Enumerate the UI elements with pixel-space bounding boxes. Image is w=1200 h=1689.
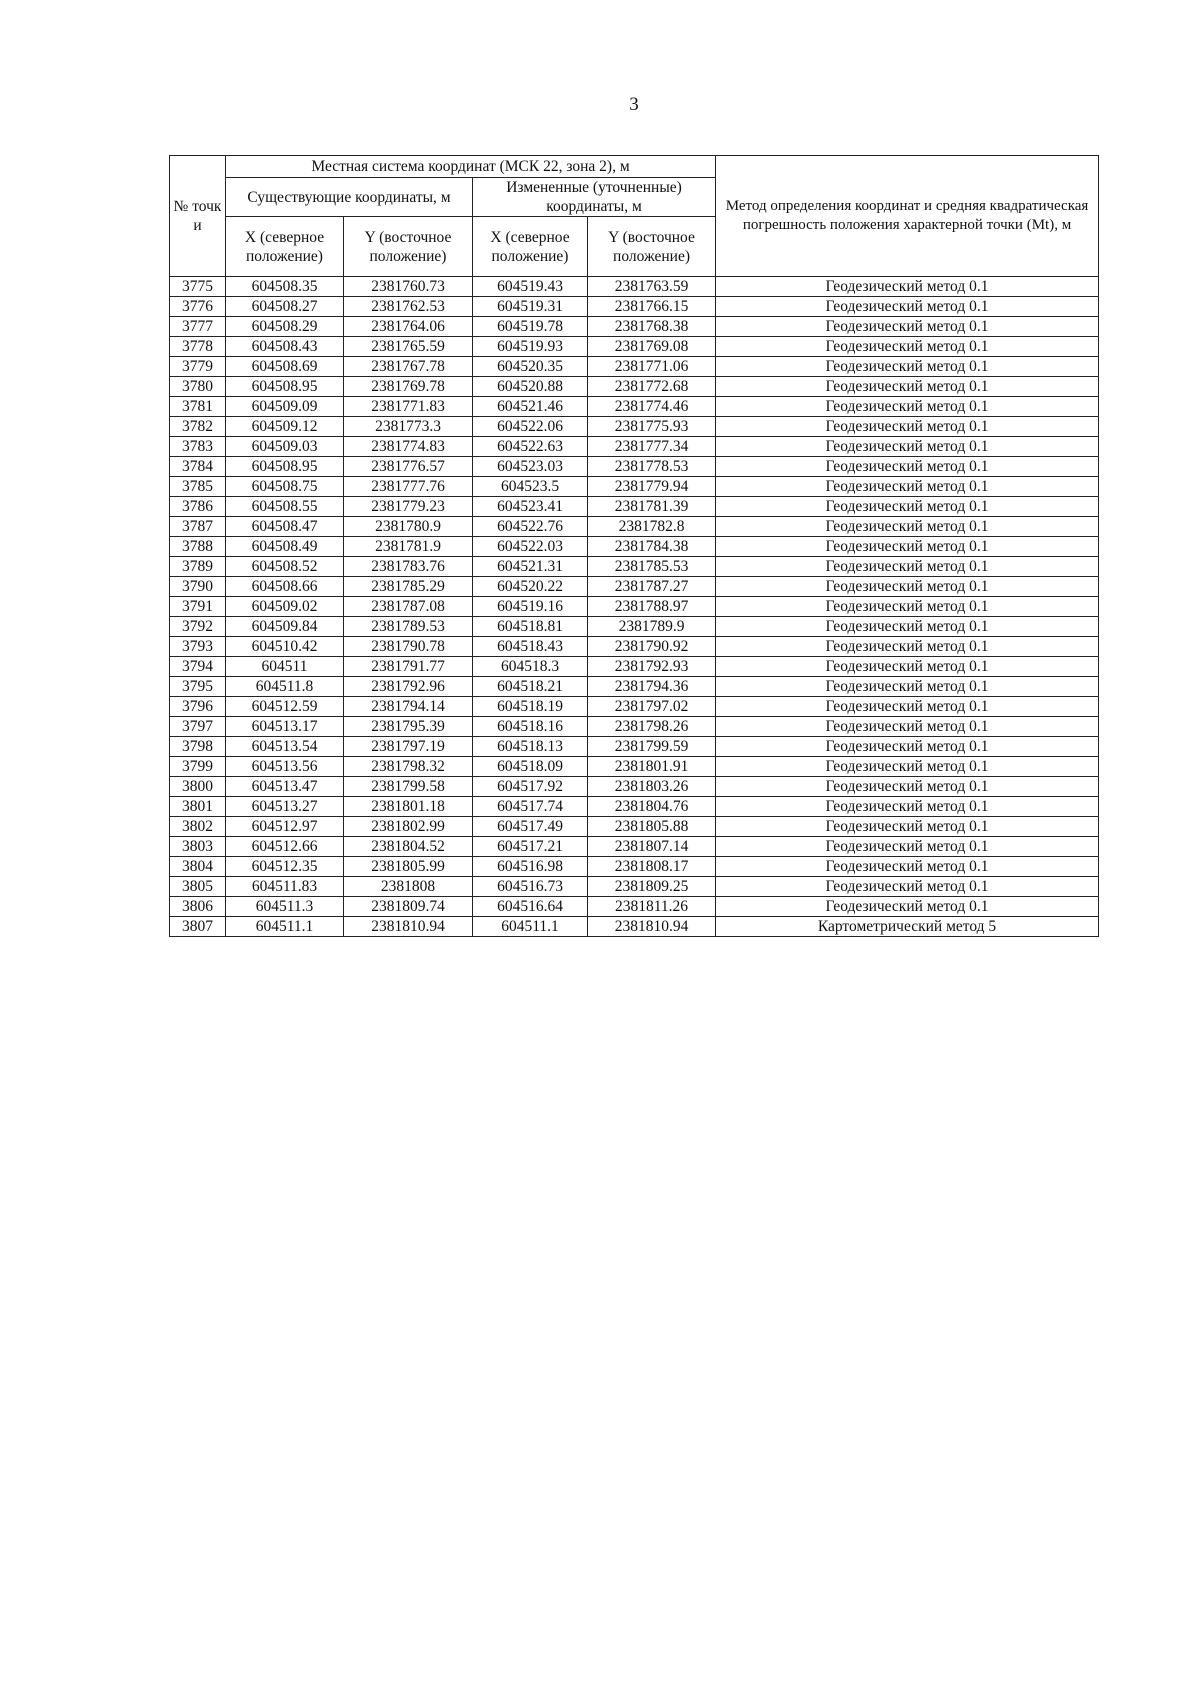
table-row <box>170 337 1099 357</box>
cell-changed-y: 2381801.91 <box>588 757 716 777</box>
cell-existing-y: 2381762.53 <box>344 297 473 317</box>
cell-point-number: 3779 <box>170 357 226 377</box>
cell-method: Геодезический метод 0.1 <box>716 857 1099 877</box>
cell-existing-y: 2381802.99 <box>344 817 473 837</box>
cell-changed-y: 2381790.92 <box>588 637 716 657</box>
cell-existing-x: 604508.55 <box>226 497 344 517</box>
cell-changed-x: 604517.49 <box>473 817 588 837</box>
cell-changed-y: 2381781.39 <box>588 497 716 517</box>
cell-method: Геодезический метод 0.1 <box>716 417 1099 437</box>
cell-existing-x: 604508.95 <box>226 377 344 397</box>
table-row <box>170 757 1099 777</box>
table-row <box>170 777 1099 797</box>
table-row <box>170 497 1099 517</box>
table-row <box>170 797 1099 817</box>
cell-changed-x: 604518.19 <box>473 697 588 717</box>
table-row <box>170 617 1099 637</box>
cell-existing-y: 2381771.83 <box>344 397 473 417</box>
cell-existing-y: 2381780.9 <box>344 517 473 537</box>
cell-existing-y: 2381790.78 <box>344 637 473 657</box>
cell-existing-x: 604512.66 <box>226 837 344 857</box>
cell-changed-x: 604511.1 <box>473 917 588 937</box>
cell-existing-x: 604513.54 <box>226 737 344 757</box>
cell-existing-y: 2381789.53 <box>344 617 473 637</box>
cell-existing-x: 604511 <box>226 657 344 677</box>
cell-changed-y: 2381789.9 <box>588 617 716 637</box>
cell-changed-y: 2381763.59 <box>588 277 716 297</box>
cell-changed-x: 604520.35 <box>473 357 588 377</box>
cell-point-number: 3802 <box>170 817 226 837</box>
cell-existing-x: 604508.27 <box>226 297 344 317</box>
cell-changed-x: 604518.21 <box>473 677 588 697</box>
cell-point-number: 3788 <box>170 537 226 557</box>
table-row <box>170 397 1099 417</box>
cell-existing-x: 604512.35 <box>226 857 344 877</box>
cell-existing-y: 2381787.08 <box>344 597 473 617</box>
cell-point-number: 3783 <box>170 437 226 457</box>
coordinates-table <box>169 155 1099 937</box>
cell-changed-x: 604523.41 <box>473 497 588 517</box>
cell-point-number: 3784 <box>170 457 226 477</box>
cell-point-number: 3803 <box>170 837 226 857</box>
cell-changed-y: 2381777.34 <box>588 437 716 457</box>
cell-changed-y: 2381778.53 <box>588 457 716 477</box>
cell-changed-y: 2381766.15 <box>588 297 716 317</box>
cell-point-number: 3794 <box>170 657 226 677</box>
cell-changed-y: 2381775.93 <box>588 417 716 437</box>
cell-existing-y: 2381767.78 <box>344 357 473 377</box>
cell-point-number: 3776 <box>170 297 226 317</box>
cell-changed-y: 2381804.76 <box>588 797 716 817</box>
cell-method: Геодезический метод 0.1 <box>716 337 1099 357</box>
cell-changed-y: 2381787.27 <box>588 577 716 597</box>
cell-changed-x: 604517.21 <box>473 837 588 857</box>
cell-point-number: 3778 <box>170 337 226 357</box>
cell-changed-x: 604518.3 <box>473 657 588 677</box>
cell-existing-x: 604509.09 <box>226 397 344 417</box>
cell-changed-y: 2381771.06 <box>588 357 716 377</box>
table-row <box>170 537 1099 557</box>
cell-method: Геодезический метод 0.1 <box>716 517 1099 537</box>
cell-existing-x: 604511.83 <box>226 877 344 897</box>
cell-method: Геодезический метод 0.1 <box>716 377 1099 397</box>
table-row <box>170 737 1099 757</box>
cell-changed-x: 604516.98 <box>473 857 588 877</box>
cell-changed-y: 2381798.26 <box>588 717 716 737</box>
cell-point-number: 3804 <box>170 857 226 877</box>
cell-changed-y: 2381797.02 <box>588 697 716 717</box>
cell-changed-y: 2381774.46 <box>588 397 716 417</box>
cell-method: Геодезический метод 0.1 <box>716 357 1099 377</box>
cell-changed-x: 604518.13 <box>473 737 588 757</box>
cell-changed-x: 604516.73 <box>473 877 588 897</box>
cell-method: Геодезический метод 0.1 <box>716 677 1099 697</box>
table-row <box>170 817 1099 837</box>
cell-changed-y: 2381772.68 <box>588 377 716 397</box>
cell-changed-y: 2381805.88 <box>588 817 716 837</box>
cell-existing-y: 2381774.83 <box>344 437 473 457</box>
cell-changed-x: 604518.16 <box>473 717 588 737</box>
cell-changed-x: 604521.46 <box>473 397 588 417</box>
header-point-number: № точки <box>170 156 226 277</box>
cell-changed-x: 604520.22 <box>473 577 588 597</box>
cell-method: Геодезический метод 0.1 <box>716 797 1099 817</box>
cell-existing-y: 2381797.19 <box>344 737 473 757</box>
cell-existing-y: 2381760.73 <box>344 277 473 297</box>
table-row <box>170 677 1099 697</box>
table-row <box>170 417 1099 437</box>
table-row <box>170 457 1099 477</box>
header-changed-coordinates: Измененные (уточненные) координаты, м <box>473 178 716 217</box>
cell-existing-y: 2381776.57 <box>344 457 473 477</box>
table-row <box>170 377 1099 397</box>
cell-point-number: 3775 <box>170 277 226 297</box>
cell-existing-y: 2381769.78 <box>344 377 473 397</box>
cell-changed-y: 2381808.17 <box>588 857 716 877</box>
cell-changed-x: 604522.63 <box>473 437 588 457</box>
cell-existing-x: 604512.59 <box>226 697 344 717</box>
cell-point-number: 3792 <box>170 617 226 637</box>
cell-method: Геодезический метод 0.1 <box>716 397 1099 417</box>
cell-changed-x: 604520.88 <box>473 377 588 397</box>
cell-existing-y: 2381808 <box>344 877 473 897</box>
cell-changed-x: 604517.74 <box>473 797 588 817</box>
cell-method: Геодезический метод 0.1 <box>716 457 1099 477</box>
cell-existing-x: 604508.52 <box>226 557 344 577</box>
cell-point-number: 3799 <box>170 757 226 777</box>
cell-changed-y: 2381807.14 <box>588 837 716 857</box>
cell-method: Геодезический метод 0.1 <box>716 717 1099 737</box>
cell-point-number: 3780 <box>170 377 226 397</box>
cell-existing-y: 2381783.76 <box>344 557 473 577</box>
cell-existing-y: 2381795.39 <box>344 717 473 737</box>
cell-method: Геодезический метод 0.1 <box>716 877 1099 897</box>
cell-method: Картометрический метод 5 <box>716 917 1099 937</box>
cell-point-number: 3798 <box>170 737 226 757</box>
cell-existing-x: 604511.3 <box>226 897 344 917</box>
cell-changed-y: 2381769.08 <box>588 337 716 357</box>
cell-method: Геодезический метод 0.1 <box>716 897 1099 917</box>
cell-existing-x: 604512.97 <box>226 817 344 837</box>
cell-changed-x: 604519.31 <box>473 297 588 317</box>
cell-changed-y: 2381784.38 <box>588 537 716 557</box>
cell-method: Геодезический метод 0.1 <box>716 557 1099 577</box>
cell-point-number: 3777 <box>170 317 226 337</box>
cell-existing-y: 2381801.18 <box>344 797 473 817</box>
cell-method: Геодезический метод 0.1 <box>716 757 1099 777</box>
cell-point-number: 3800 <box>170 777 226 797</box>
cell-method: Геодезический метод 0.1 <box>716 297 1099 317</box>
cell-point-number: 3806 <box>170 897 226 917</box>
table-body <box>170 277 1099 937</box>
cell-existing-x: 604509.84 <box>226 617 344 637</box>
cell-method: Геодезический метод 0.1 <box>716 697 1099 717</box>
cell-existing-x: 604511.1 <box>226 917 344 937</box>
cell-method: Геодезический метод 0.1 <box>716 617 1099 637</box>
header-coordinate-system: Местная система координат (МСК 22, зона 2), м <box>226 156 716 178</box>
cell-existing-y: 2381765.59 <box>344 337 473 357</box>
cell-existing-x: 604508.69 <box>226 357 344 377</box>
cell-existing-x: 604508.35 <box>226 277 344 297</box>
cell-method: Геодезический метод 0.1 <box>716 777 1099 797</box>
cell-method: Геодезический метод 0.1 <box>716 437 1099 457</box>
table-row <box>170 557 1099 577</box>
table-row <box>170 477 1099 497</box>
cell-point-number: 3786 <box>170 497 226 517</box>
cell-existing-x: 604509.02 <box>226 597 344 617</box>
cell-point-number: 3790 <box>170 577 226 597</box>
cell-changed-x: 604518.81 <box>473 617 588 637</box>
cell-changed-y: 2381794.36 <box>588 677 716 697</box>
cell-changed-x: 604522.76 <box>473 517 588 537</box>
cell-method: Геодезический метод 0.1 <box>716 477 1099 497</box>
cell-method: Геодезический метод 0.1 <box>716 837 1099 857</box>
cell-existing-x: 604508.29 <box>226 317 344 337</box>
header-method: Метод определения координат и средняя квадратическая погрешность положения характерной точки (Mt), м <box>716 156 1099 277</box>
cell-changed-x: 604519.43 <box>473 277 588 297</box>
cell-method: Геодезический метод 0.1 <box>716 537 1099 557</box>
cell-point-number: 3795 <box>170 677 226 697</box>
cell-changed-y: 2381792.93 <box>588 657 716 677</box>
cell-method: Геодезический метод 0.1 <box>716 577 1099 597</box>
cell-existing-x: 604510.42 <box>226 637 344 657</box>
table-row <box>170 897 1099 917</box>
cell-existing-x: 604508.49 <box>226 537 344 557</box>
cell-point-number: 3807 <box>170 917 226 937</box>
table-row <box>170 297 1099 317</box>
page-number: 3 <box>629 94 639 115</box>
table-row <box>170 517 1099 537</box>
cell-changed-y: 2381768.38 <box>588 317 716 337</box>
cell-changed-x: 604523.03 <box>473 457 588 477</box>
cell-method: Геодезический метод 0.1 <box>716 657 1099 677</box>
cell-existing-x: 604513.56 <box>226 757 344 777</box>
cell-existing-y: 2381804.52 <box>344 837 473 857</box>
cell-changed-x: 604521.31 <box>473 557 588 577</box>
cell-point-number: 3781 <box>170 397 226 417</box>
cell-point-number: 3801 <box>170 797 226 817</box>
header-existing-x: X (северное положение) <box>226 217 344 277</box>
cell-changed-x: 604519.16 <box>473 597 588 617</box>
cell-point-number: 3787 <box>170 517 226 537</box>
table-row <box>170 277 1099 297</box>
table-row <box>170 437 1099 457</box>
cell-method: Геодезический метод 0.1 <box>716 817 1099 837</box>
table-row <box>170 837 1099 857</box>
cell-existing-y: 2381781.9 <box>344 537 473 557</box>
cell-changed-x: 604522.06 <box>473 417 588 437</box>
cell-changed-y: 2381809.25 <box>588 877 716 897</box>
cell-changed-x: 604519.93 <box>473 337 588 357</box>
table-row <box>170 857 1099 877</box>
cell-changed-x: 604518.43 <box>473 637 588 657</box>
table-row <box>170 317 1099 337</box>
cell-changed-y: 2381785.53 <box>588 557 716 577</box>
cell-method: Геодезический метод 0.1 <box>716 277 1099 297</box>
table-row <box>170 637 1099 657</box>
cell-changed-y: 2381803.26 <box>588 777 716 797</box>
cell-existing-y: 2381773.3 <box>344 417 473 437</box>
cell-changed-y: 2381810.94 <box>588 917 716 937</box>
cell-method: Геодезический метод 0.1 <box>716 637 1099 657</box>
table-row <box>170 657 1099 677</box>
cell-existing-x: 604513.47 <box>226 777 344 797</box>
header-existing-y: Y (восточное положение) <box>344 217 473 277</box>
cell-existing-y: 2381764.06 <box>344 317 473 337</box>
cell-existing-x: 604508.47 <box>226 517 344 537</box>
cell-existing-y: 2381809.74 <box>344 897 473 917</box>
cell-existing-y: 2381792.96 <box>344 677 473 697</box>
cell-changed-y: 2381782.8 <box>588 517 716 537</box>
cell-existing-x: 604509.12 <box>226 417 344 437</box>
cell-existing-y: 2381785.29 <box>344 577 473 597</box>
cell-point-number: 3785 <box>170 477 226 497</box>
cell-existing-y: 2381805.99 <box>344 857 473 877</box>
cell-changed-y: 2381788.97 <box>588 597 716 617</box>
cell-existing-x: 604513.17 <box>226 717 344 737</box>
header-changed-y: Y (восточное положение) <box>588 217 716 277</box>
cell-existing-y: 2381799.58 <box>344 777 473 797</box>
cell-existing-y: 2381810.94 <box>344 917 473 937</box>
table-row <box>170 717 1099 737</box>
cell-method: Геодезический метод 0.1 <box>716 497 1099 517</box>
table-row <box>170 697 1099 717</box>
cell-point-number: 3782 <box>170 417 226 437</box>
cell-existing-y: 2381798.32 <box>344 757 473 777</box>
header-existing-coordinates: Существующие координаты, м <box>226 178 473 217</box>
cell-method: Геодезический метод 0.1 <box>716 317 1099 337</box>
cell-changed-x: 604517.92 <box>473 777 588 797</box>
cell-changed-x: 604523.5 <box>473 477 588 497</box>
cell-changed-y: 2381799.59 <box>588 737 716 757</box>
cell-existing-y: 2381794.14 <box>344 697 473 717</box>
cell-existing-x: 604511.8 <box>226 677 344 697</box>
cell-existing-x: 604508.43 <box>226 337 344 357</box>
cell-method: Геодезический метод 0.1 <box>716 737 1099 757</box>
table-row <box>170 597 1099 617</box>
cell-existing-y: 2381779.23 <box>344 497 473 517</box>
cell-changed-x: 604518.09 <box>473 757 588 777</box>
cell-existing-y: 2381777.76 <box>344 477 473 497</box>
table-row <box>170 917 1099 937</box>
cell-point-number: 3805 <box>170 877 226 897</box>
cell-existing-x: 604509.03 <box>226 437 344 457</box>
cell-existing-x: 604508.66 <box>226 577 344 597</box>
cell-changed-x: 604516.64 <box>473 897 588 917</box>
cell-existing-x: 604508.75 <box>226 477 344 497</box>
cell-point-number: 3789 <box>170 557 226 577</box>
table-row <box>170 877 1099 897</box>
cell-existing-x: 604513.27 <box>226 797 344 817</box>
cell-existing-x: 604508.95 <box>226 457 344 477</box>
cell-changed-y: 2381779.94 <box>588 477 716 497</box>
cell-point-number: 3793 <box>170 637 226 657</box>
cell-point-number: 3791 <box>170 597 226 617</box>
header-changed-x: X (северное положение) <box>473 217 588 277</box>
cell-changed-x: 604519.78 <box>473 317 588 337</box>
cell-existing-y: 2381791.77 <box>344 657 473 677</box>
cell-point-number: 3797 <box>170 717 226 737</box>
table-row <box>170 357 1099 377</box>
cell-point-number: 3796 <box>170 697 226 717</box>
cell-method: Геодезический метод 0.1 <box>716 597 1099 617</box>
table-row <box>170 577 1099 597</box>
cell-changed-x: 604522.03 <box>473 537 588 557</box>
cell-changed-y: 2381811.26 <box>588 897 716 917</box>
